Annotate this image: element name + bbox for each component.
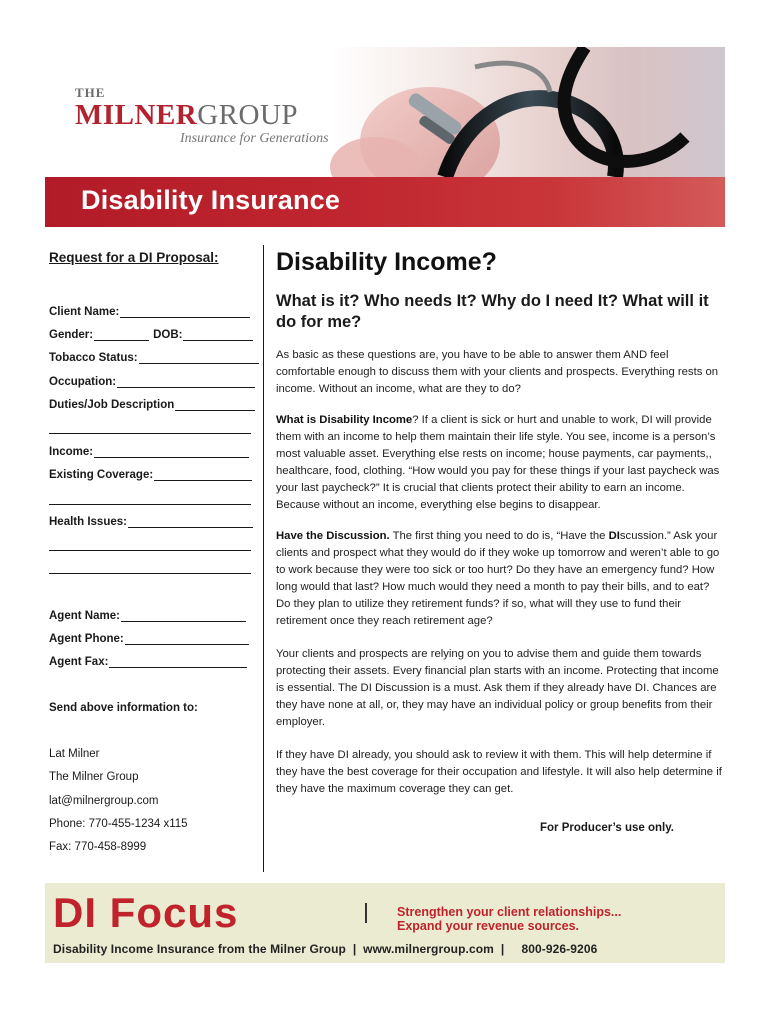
column-divider [263,245,264,872]
health-issues-field[interactable] [49,516,253,528]
article-title: Disability Income? [276,248,497,276]
health-issues-label: Health Issues: [49,516,127,528]
agent-phone-label: Agent Phone: [49,633,124,645]
tobacco-label: Tobacco Status: [49,352,138,364]
duties-label: Duties/Job Description [49,399,175,411]
occupation-field[interactable] [49,376,255,388]
client-name-label: Client Name: [49,306,120,318]
form-heading: Request for a DI Proposal: [49,250,219,265]
header-hero [45,47,725,177]
logo-the: THE [75,85,106,100]
logo-milner: MILNER [75,99,198,131]
existing-coverage-label: Existing Coverage: [49,469,154,481]
existing-coverage-field[interactable] [49,469,252,481]
company-logo [75,85,329,147]
tagline-line-1: Strengthen your client relationships... [397,905,622,919]
send-to-label: Send above information to: [49,702,198,714]
have-discussion-lead: Have the Discussion. [276,530,390,542]
paragraph-have-discussion [276,528,722,630]
paragraph-what-is-di [276,412,722,514]
agent-name-label: Agent Name: [49,610,120,622]
footer-contact-line: Disability Income Insurance from the Milner Group | www.milnergroup.com | 800-926-9206 [53,942,598,956]
logo-tagline: Insurance for Generations [180,131,329,146]
tagline-line-2: Expand your revenue sources. [397,919,580,933]
paragraph-intro: As basic as these questions are, you have to be able to answer them AND feel comfortable enough to discuss them with your clients and prospects. Everything rests on income. Without an income, what are they to do? [276,349,719,395]
client-name-field[interactable] [49,306,250,318]
duties-field[interactable] [49,399,255,411]
have-discussion-body-a: The first thing you need to do is, “Have the [389,530,609,542]
what-is-di-body: ? If a client is sick or hurt and unable to work, DI will provide them with an income to help them maintain their life style. You see, income is a person’s most valuable asset. Everything else rests on income; house payments, car payments,, healthcare, food, clothing. “How would you pay for these things if your last paycheck was your last paycheck?” It is crucial that clients protect their ability to earn an income. Because without an income, everything else begins to disappear. [276,414,720,511]
contact-name: Lat Milner [49,748,100,760]
what-is-di-lead: What is Disability Income [276,414,413,426]
article-subtitle: What is it? Who needs It? Why do I need It? What will it do for me? [276,292,709,331]
contact-phone: Phone: 770-455-1234 x115 [49,818,188,830]
income-label: Income: [49,446,94,458]
footer-divider [365,903,367,923]
agent-phone-field[interactable] [49,633,249,645]
agent-fax-field[interactable] [49,656,247,668]
di-focus-title: DI Focus [53,889,239,936]
gender-dob-field[interactable] [49,329,253,341]
contact-email[interactable]: lat@milnergroup.com [49,795,159,807]
coverage-blank-line[interactable] [49,504,251,505]
paragraph-relying: Your clients and prospects are relying on you to advise them and guide them towards protecting their assets. Every financial plan starts with an income. Protecting that income is essential. The DI Discussion is a must. Ask them if they already have DI. Chances are they have none at all, or, they may have an individual policy or group benefits from their employer. [276,648,719,728]
tobacco-status-field[interactable] [49,352,259,364]
occupation-label: Occupation: [49,376,117,388]
gender-label: Gender: [49,329,94,341]
footer-tagline [397,905,621,933]
logo-group: GROUP [197,99,299,131]
agent-name-field[interactable] [49,610,246,622]
dob-label: DOB: [153,329,183,341]
income-field[interactable] [49,446,249,458]
duties-blank-line[interactable] [49,433,251,434]
di-emphasis: DI [608,530,620,542]
health-blank-line-2[interactable] [49,573,251,574]
title-banner [45,177,725,227]
banner-title: Disability Insurance [81,185,341,215]
contact-fax: Fax: 770-458-8999 [49,841,147,853]
article [276,247,722,798]
producer-use-note: For Producer’s use only. [540,822,674,834]
have-discussion-body-b: scussion.” Ask your clients and prospect what they would do if they woke up tomorrow and weren’t able to go to work because they were too sick or too hurt? Do they have an emergency fund? How long would that last? How much would they need a month to pay their bills, and to eat? Do they plan to utilize they retirement funds? if so, what will they use to fund their retirement once they reach retirement age? [276,530,720,627]
paragraph-review: If they have DI already, you should ask to review it with them. This will help determine if they have the best coverage for their occupation and lifestyle. It will also help determine if they have the maximum coverage they can get. [276,749,722,795]
contact-company: The Milner Group [49,771,139,783]
di-focus-footer [45,883,725,963]
health-blank-line-1[interactable] [49,550,251,551]
agent-fax-label: Agent Fax: [49,656,109,668]
